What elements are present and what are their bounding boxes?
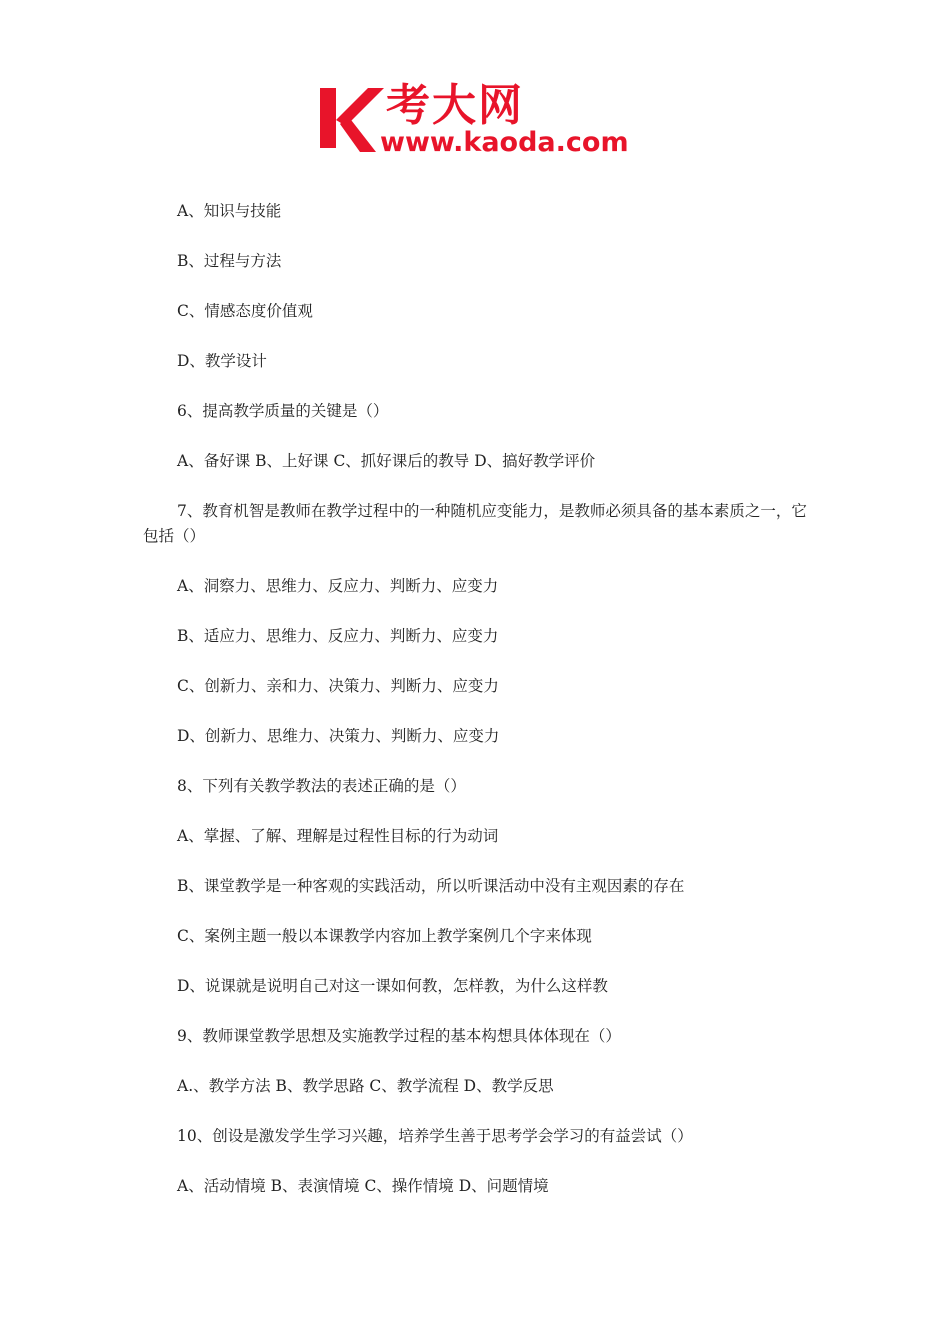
question-6-options: A、备好课 B、上好课 C、抓好课后的教导 D、搞好教学评价	[177, 452, 596, 470]
logo-url-text: www.kaoda.com	[380, 127, 629, 158]
logo-brand-text: 考大网	[386, 80, 524, 131]
question-9: 9、教师课堂教学思想及实施教学过程的基本构想具体体现在（）	[177, 1027, 621, 1045]
question-7-option-a: A、洞察力、思维力、反应力、判断力、应变力	[177, 577, 499, 595]
question-9-options: A.、教学方法 B、教学思路 C、教学流程 D、教学反思	[177, 1077, 554, 1095]
question-10-options: A、活动情境 B、表演情境 C、操作情境 D、问题情境	[177, 1177, 549, 1195]
question-8-option-b: B、课堂教学是一种客观的实践活动，所以听课活动中没有主观因素的存在	[177, 877, 685, 895]
option-a-knowledge: A、知识与技能	[177, 202, 282, 220]
option-d-design: D、教学设计	[177, 352, 267, 370]
k-logo-icon	[318, 86, 384, 156]
question-8-option-c: C、案例主题一般以本课教学内容加上教学案例几个字来体现	[177, 927, 592, 945]
question-7-option-c: C、创新力、亲和力、决策力、判断力、应变力	[177, 677, 499, 695]
question-7-option-d: D、创新力、思维力、决策力、判断力、应变力	[177, 727, 500, 745]
question-8: 8、下列有关教学教法的表述正确的是（）	[177, 777, 466, 795]
question-8-option-d: D、说课就是说明自己对这一课如何教，怎样教，为什么这样教	[177, 977, 608, 995]
kaoda-logo	[318, 80, 638, 160]
question-6: 6、提高教学质量的关键是（）	[177, 402, 389, 420]
question-7-option-b: B、适应力、思维力、反应力、判断力、应变力	[177, 627, 499, 645]
question-10: 10、创设是激发学生学习兴趣，培养学生善于思考学会学习的有益尝试（）	[177, 1127, 693, 1145]
question-8-option-a: A、掌握、了解、理解是过程性目标的行为动词	[177, 827, 499, 845]
option-b-process: B、过程与方法	[177, 252, 282, 270]
option-c-attitude: C、情感态度价值观	[177, 302, 313, 320]
document-body	[143, 199, 813, 1224]
question-7: 7、教育机智是教师在教学过程中的一种随机应变能力，是教师必须具备的基本素质之一，它包括（）	[143, 502, 807, 545]
